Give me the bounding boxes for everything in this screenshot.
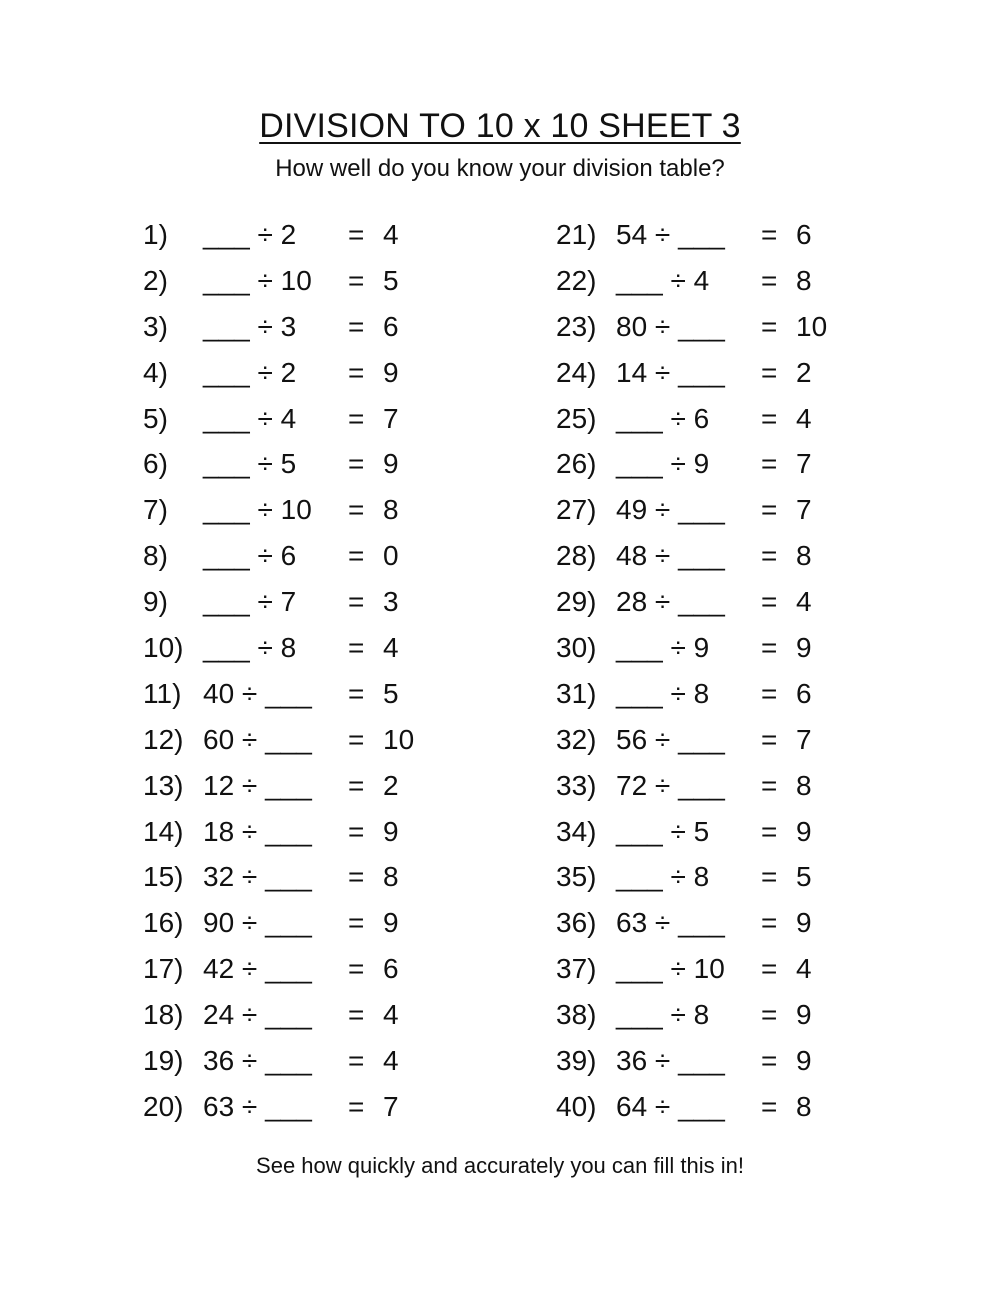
equals-sign: = xyxy=(761,402,778,434)
problem-row xyxy=(556,212,876,258)
problem-expression: 24 ÷ ___ xyxy=(203,999,312,1031)
problem-row xyxy=(556,441,876,487)
problem-expression: 60 ÷ ___ xyxy=(203,723,312,755)
problem-row xyxy=(556,946,876,992)
problem-row xyxy=(556,809,876,855)
problem-row xyxy=(143,579,463,625)
equals-sign: = xyxy=(348,356,365,388)
equals-sign: = xyxy=(348,1090,365,1122)
problem-expression: ___ ÷ 6 xyxy=(203,540,297,572)
problem-number: 13) xyxy=(143,769,184,801)
problem-answer: 5 xyxy=(383,677,399,709)
problem-expression: ___ ÷ 9 xyxy=(616,448,710,480)
problem-row xyxy=(143,350,463,396)
problem-expression: ___ ÷ 6 xyxy=(616,402,710,434)
problem-number: 21) xyxy=(556,219,597,250)
problem-row xyxy=(143,854,463,900)
problem-number: 12) xyxy=(143,723,184,755)
problem-answer: 9 xyxy=(383,907,399,939)
equals-sign: = xyxy=(348,861,365,893)
problem-answer: 9 xyxy=(796,907,812,939)
problem-expression: ___ ÷ 5 xyxy=(616,815,710,847)
problem-answer: 8 xyxy=(796,264,812,296)
equals-sign: = xyxy=(348,264,365,296)
problem-number: 14) xyxy=(143,815,184,847)
problem-number: 30) xyxy=(556,632,597,664)
problem-expression: ___ ÷ 4 xyxy=(616,264,710,296)
equals-sign: = xyxy=(761,540,778,572)
problem-row xyxy=(556,1084,876,1130)
problem-expression: 54 ÷ ___ xyxy=(616,219,725,250)
problem-answer: 0 xyxy=(383,540,399,572)
problem-number: 19) xyxy=(143,1045,184,1077)
problem-expression: 64 ÷ ___ xyxy=(616,1090,725,1122)
problem-row xyxy=(556,717,876,763)
problem-expression: 36 ÷ ___ xyxy=(616,1045,725,1077)
problem-number: 10) xyxy=(143,632,184,664)
problem-answer: 8 xyxy=(383,494,399,526)
problem-answer: 6 xyxy=(383,953,399,985)
equals-sign: = xyxy=(348,494,365,526)
problem-number: 25) xyxy=(556,402,597,434)
equals-sign: = xyxy=(348,953,365,985)
problem-column-left xyxy=(143,212,463,1130)
problem-number: 11) xyxy=(143,677,182,709)
problem-number: 32) xyxy=(556,723,597,755)
problem-expression: ___ ÷ 8 xyxy=(616,677,710,709)
problem-row xyxy=(143,396,463,442)
equals-sign: = xyxy=(348,586,365,618)
problem-row xyxy=(143,304,463,350)
problem-answer: 5 xyxy=(796,861,812,893)
problem-number: 1) xyxy=(143,219,168,250)
problem-expression: ___ ÷ 9 xyxy=(616,632,710,664)
problem-column-right xyxy=(556,212,876,1130)
problem-row xyxy=(556,533,876,579)
problem-number: 26) xyxy=(556,448,597,480)
equals-sign: = xyxy=(348,632,365,664)
problem-answer: 9 xyxy=(796,815,812,847)
problem-row xyxy=(143,946,463,992)
problem-expression: 63 ÷ ___ xyxy=(203,1090,312,1122)
problem-answer: 8 xyxy=(796,769,812,801)
problem-number: 29) xyxy=(556,586,597,618)
equals-sign: = xyxy=(761,1090,778,1122)
problem-row xyxy=(143,212,463,258)
problem-number: 17) xyxy=(143,953,184,985)
equals-sign: = xyxy=(761,356,778,388)
equals-sign: = xyxy=(761,219,778,250)
problem-expression: 56 ÷ ___ xyxy=(616,723,725,755)
problem-number: 9) xyxy=(143,586,168,618)
problem-answer: 4 xyxy=(796,402,812,434)
problem-answer: 4 xyxy=(383,1045,399,1077)
worksheet-title: DIVISION TO 10 x 10 SHEET 3 xyxy=(259,107,741,145)
problem-row xyxy=(556,258,876,304)
problem-answer: 10 xyxy=(796,310,828,342)
problem-number: 24) xyxy=(556,356,597,388)
problem-expression: ___ ÷ 5 xyxy=(203,448,297,480)
problem-expression: 49 ÷ ___ xyxy=(616,494,725,526)
problem-number: 33) xyxy=(556,769,597,801)
equals-sign: = xyxy=(761,632,778,664)
problem-answer: 9 xyxy=(796,999,812,1031)
problem-answer: 6 xyxy=(796,219,812,250)
problem-expression: 12 ÷ ___ xyxy=(203,769,312,801)
problem-answer: 9 xyxy=(383,356,399,388)
problem-expression: ___ ÷ 10 xyxy=(203,264,312,296)
problem-answer: 4 xyxy=(796,953,812,985)
problem-answer: 9 xyxy=(383,815,399,847)
problem-answer: 6 xyxy=(796,677,812,709)
equals-sign: = xyxy=(348,999,365,1031)
problem-answer: 5 xyxy=(383,264,399,296)
problem-answer: 8 xyxy=(383,861,399,893)
equals-sign: = xyxy=(761,677,778,709)
problem-row xyxy=(143,717,463,763)
equals-sign: = xyxy=(761,861,778,893)
worksheet-subtitle: How well do you know your division table? xyxy=(275,155,725,182)
equals-sign: = xyxy=(348,310,365,342)
equals-sign: = xyxy=(348,448,365,480)
problem-answer: 4 xyxy=(383,999,399,1031)
problem-expression: ___ ÷ 4 xyxy=(203,402,297,434)
problem-answer: 8 xyxy=(796,1090,812,1122)
problem-answer: 4 xyxy=(383,632,399,664)
problem-answer: 7 xyxy=(796,448,812,480)
problem-number: 8) xyxy=(143,540,168,572)
problem-row xyxy=(556,579,876,625)
problem-row xyxy=(143,763,463,809)
problem-number: 2) xyxy=(143,264,168,296)
problem-row xyxy=(556,487,876,533)
problem-expression: ___ ÷ 8 xyxy=(203,632,297,664)
equals-sign: = xyxy=(761,310,778,342)
problem-row xyxy=(556,350,876,396)
problem-expression: ___ ÷ 10 xyxy=(616,953,725,985)
problem-answer: 7 xyxy=(383,402,399,434)
problem-answer: 2 xyxy=(796,356,812,388)
problem-row xyxy=(556,1038,876,1084)
problem-expression: 36 ÷ ___ xyxy=(203,1045,312,1077)
problem-row xyxy=(143,533,463,579)
equals-sign: = xyxy=(348,540,365,572)
problem-number: 6) xyxy=(143,448,168,480)
equals-sign: = xyxy=(348,723,365,755)
equals-sign: = xyxy=(761,586,778,618)
problem-number: 15) xyxy=(143,861,184,893)
worksheet-footer: See how quickly and accurately you can fill this in! xyxy=(256,1153,744,1178)
problem-number: 34) xyxy=(556,815,597,847)
equals-sign: = xyxy=(348,907,365,939)
problem-answer: 4 xyxy=(383,219,399,250)
problem-expression: 28 ÷ ___ xyxy=(616,586,725,618)
equals-sign: = xyxy=(761,907,778,939)
problem-number: 7) xyxy=(143,494,168,526)
equals-sign: = xyxy=(761,999,778,1031)
problem-row xyxy=(556,671,876,717)
problem-expression: 18 ÷ ___ xyxy=(203,815,312,847)
problem-row xyxy=(556,396,876,442)
problem-number: 22) xyxy=(556,264,597,296)
problem-expression: 80 ÷ ___ xyxy=(616,310,725,342)
equals-sign: = xyxy=(348,402,365,434)
problem-row xyxy=(143,1038,463,1084)
problem-row xyxy=(556,900,876,946)
problem-expression: ___ ÷ 8 xyxy=(616,999,710,1031)
equals-sign: = xyxy=(761,815,778,847)
problem-answer: 7 xyxy=(796,723,812,755)
problem-number: 28) xyxy=(556,540,597,572)
problem-row xyxy=(143,487,463,533)
problem-number: 40) xyxy=(556,1090,597,1122)
problem-expression: ___ ÷ 8 xyxy=(616,861,710,893)
problem-expression: 90 ÷ ___ xyxy=(203,907,312,939)
problem-row xyxy=(143,441,463,487)
equals-sign: = xyxy=(761,1045,778,1077)
equals-sign: = xyxy=(761,953,778,985)
equals-sign: = xyxy=(761,264,778,296)
problem-expression: 63 ÷ ___ xyxy=(616,907,725,939)
problem-row xyxy=(143,809,463,855)
problem-row xyxy=(143,671,463,717)
problem-number: 4) xyxy=(143,356,168,388)
problem-row xyxy=(556,763,876,809)
equals-sign: = xyxy=(348,769,365,801)
problem-row xyxy=(143,900,463,946)
problem-expression: 40 ÷ ___ xyxy=(203,677,312,709)
problem-answer: 7 xyxy=(383,1090,399,1122)
problem-expression: 48 ÷ ___ xyxy=(616,540,725,572)
equals-sign: = xyxy=(761,769,778,801)
problem-number: 39) xyxy=(556,1045,597,1077)
equals-sign: = xyxy=(348,677,365,709)
problem-number: 23) xyxy=(556,310,597,342)
problem-expression: 32 ÷ ___ xyxy=(203,861,312,893)
equals-sign: = xyxy=(348,1045,365,1077)
problem-number: 35) xyxy=(556,861,597,893)
problem-row xyxy=(556,625,876,671)
problem-answer: 2 xyxy=(383,769,399,801)
problem-number: 5) xyxy=(143,402,168,434)
equals-sign: = xyxy=(761,448,778,480)
problem-number: 3) xyxy=(143,310,168,342)
problem-answer: 7 xyxy=(796,494,812,526)
equals-sign: = xyxy=(348,815,365,847)
problem-row xyxy=(143,992,463,1038)
problem-expression: ___ ÷ 10 xyxy=(203,494,312,526)
problem-number: 20) xyxy=(143,1090,184,1122)
problem-number: 38) xyxy=(556,999,597,1031)
problem-number: 16) xyxy=(143,907,184,939)
problem-number: 31) xyxy=(556,677,597,709)
problem-row xyxy=(556,304,876,350)
problem-expression: 42 ÷ ___ xyxy=(203,953,312,985)
problem-answer: 9 xyxy=(796,632,812,664)
problem-number: 36) xyxy=(556,907,597,939)
problem-answer: 6 xyxy=(383,310,399,342)
problem-number: 37) xyxy=(556,953,597,985)
problem-expression: ___ ÷ 3 xyxy=(203,310,297,342)
problem-row xyxy=(556,854,876,900)
problem-row xyxy=(143,625,463,671)
problem-expression: 14 ÷ ___ xyxy=(616,356,725,388)
equals-sign: = xyxy=(761,723,778,755)
equals-sign: = xyxy=(761,494,778,526)
problem-expression: ___ ÷ 2 xyxy=(203,356,297,388)
problem-expression: ___ ÷ 7 xyxy=(203,586,297,618)
problem-row xyxy=(556,992,876,1038)
problem-expression: 72 ÷ ___ xyxy=(616,769,725,801)
problem-row xyxy=(143,1084,463,1130)
problem-row xyxy=(143,258,463,304)
problem-number: 18) xyxy=(143,999,184,1031)
problem-expression: ___ ÷ 2 xyxy=(203,219,297,250)
problem-answer: 3 xyxy=(383,586,399,618)
problem-answer: 8 xyxy=(796,540,812,572)
problem-answer: 10 xyxy=(383,723,415,755)
problem-answer: 9 xyxy=(383,448,399,480)
problem-answer: 4 xyxy=(796,586,812,618)
problem-number: 27) xyxy=(556,494,597,526)
problem-answer: 9 xyxy=(796,1045,812,1077)
equals-sign: = xyxy=(348,219,365,250)
